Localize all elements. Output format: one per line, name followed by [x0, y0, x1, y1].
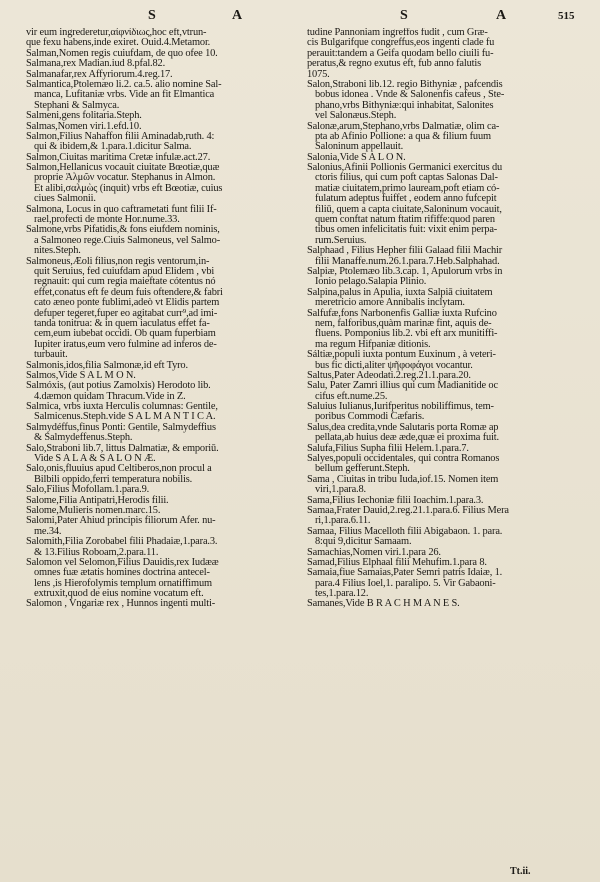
text-line: Salomi,Pater Ahiud principis filiorum Afer. nu-: [26, 515, 216, 527]
text-line: & 13.Filius Roboam,2.para.11.: [34, 546, 159, 558]
text-line: Salo,onis,fluuius apud Celtiberos,non procul a: [26, 463, 212, 475]
text-line: me.34.: [34, 525, 62, 537]
header-right-letter-s: S: [400, 8, 408, 23]
dictionary-entry: [26, 558, 302, 600]
text-line: Salonia,Vide S A L O N.: [307, 151, 406, 163]
text-line: Salmone,vrbs Pifatidis,& fons eiufdem nominis,: [26, 224, 220, 236]
text-line: extruxit,quod de eius nomine vocatum eft.: [34, 588, 204, 600]
text-line: Salmon,Ciuitas maritima Cretæ infulæ.act.27.: [26, 151, 211, 163]
text-line: 8:qui 9,dicitur Samaam.: [315, 536, 412, 548]
text-line: Salon,Straboni lib.12. regio Bithyniæ , pafcendis: [307, 78, 503, 90]
text-line: bellum gefferunt.Steph.: [315, 463, 410, 475]
text-line: Salonius,Afinii Pollionis Germanici exercitus du: [307, 162, 503, 174]
header-left-letter-a: A: [232, 8, 243, 23]
dictionary-entry: [26, 516, 302, 537]
text-line: Salmantica,Ptolemæo li.2. ca.5. alio nomine Sal-: [26, 78, 222, 90]
text-line: filii Manaffe.num.26.1.para.7.Heb.Salphahad.: [315, 255, 500, 267]
dictionary-entry: [26, 225, 302, 256]
text-line: que fexu habens,inde exiret. Ouid.4.Metamor.: [26, 37, 211, 49]
dictionary-entry: [26, 111, 302, 121]
text-line: perauit:tandem a Geifa quodam bello ciuili fu-: [307, 47, 494, 59]
text-line: Salome,Filia Antipatri,Herodis filii.: [26, 494, 169, 506]
text-line: cato æneo ponte fublimi,adeò vt Elidis partem: [34, 297, 220, 309]
text-line: Salo,Straboni lib.7, littus Dalmatiæ, & emporiū.: [26, 442, 219, 454]
text-line: tanda tonitrua: & in quem iaculatus effet fa-: [34, 317, 210, 329]
text-line: turbauit.: [34, 349, 68, 361]
text-line: rael,profecti de monte Hor.nume.33.: [34, 214, 180, 226]
text-line: Salmeni,gens folitaria.Steph.: [26, 110, 142, 122]
text-line: manca, Lufitaniæ vrbs. Vide an fit Elmantica: [34, 89, 215, 101]
dictionary-entry: [307, 28, 577, 80]
dictionary-entry: [307, 402, 577, 423]
dictionary-entry: [307, 599, 577, 609]
text-line: & Salmydeffenus.Steph.: [34, 432, 133, 444]
dictionary-entry: [26, 132, 302, 153]
dictionary-entry: [307, 267, 577, 288]
text-line: Salmas,Nomen viri.1.efd.10.: [26, 120, 142, 132]
dictionary-entry: [26, 257, 302, 361]
left-text-column: [26, 28, 302, 876]
text-line: viri,1.para.8.: [315, 484, 366, 496]
text-line: Samanes,Vide B R A C H M A N E S.: [307, 598, 460, 610]
dictionary-entry: [307, 506, 577, 527]
text-line: Salu, Pater Zamri illius qui cum Madianitide oc: [307, 380, 498, 392]
text-line: cifus eft.nume.25.: [315, 390, 388, 402]
text-line: fluens. Pomponius lib.2. vbi eft arx munitiffi-: [315, 328, 498, 340]
text-line: Sama , Ciuitas in tribu Iuda,iof.15. Nomen item: [307, 473, 499, 485]
text-line: Et alibi,σαλμὼς (inquit) vrbs eft Bœotiæ, cuius: [34, 182, 223, 194]
text-line: a Salmoneo rege.Ciuis Salmoneus, vel Salmo-: [34, 234, 221, 246]
text-line: bus fic dicti,aliter ψῆφοφάγοι vocantur.: [315, 359, 473, 371]
text-line: poribus Commodi Cæfaris.: [315, 411, 425, 423]
text-line: tibus omen infelicitatis fuit: vixit enim perpa-: [315, 224, 498, 236]
dictionary-entry: [26, 28, 302, 49]
dictionary-entry: [26, 381, 302, 402]
dictionary-entry: [26, 444, 302, 465]
text-line: Salman,Nomen regis cuiufdam, de quo ofee 10.: [26, 47, 218, 59]
text-line: Samachias,Nomen viri.1.para 26.: [307, 546, 441, 558]
text-line: nites.Steph.: [34, 245, 81, 257]
text-line: Salmanafar,rex Affyriorum.4.reg.17.: [26, 68, 173, 80]
text-line: Saloninum appellauit.: [315, 141, 404, 153]
text-line: phano,vrbs Bithyniæ:qui inhabitat, Salonites: [315, 99, 494, 111]
text-line: regnauit: qui cum regia maieftate cótentus nó: [34, 276, 216, 288]
text-line: matiæ ciuitatem,primo lauream,poft etiam có-: [315, 182, 500, 194]
text-line: Sama,Filius Iechoniæ filii Ioachim.1.para.3.: [307, 494, 484, 506]
text-line: Ionio pelago.Salapia Plinio.: [315, 276, 427, 288]
text-line: cem,eum iubebat occidi. Ob quam fuperbiam: [34, 328, 216, 340]
dictionary-entry: [307, 122, 577, 153]
text-line: Salonæ,arum,Stephano,vrbs Dalmatiæ, olim ca-: [307, 120, 500, 132]
text-line: 1075.: [307, 68, 330, 80]
dictionary-entry: [26, 80, 302, 111]
text-line: quit Seruius, fed cuiufdam apud Elidem , vbi: [34, 265, 215, 277]
text-line: para.4 Filius Ioel,1. paralipo. 5. Vir Gabaoni-: [315, 577, 496, 589]
text-line: Saluius Iulianus,Iurifperitus nobiliffimus, tem-: [307, 401, 494, 413]
text-line: qui & ibidem,& 1.para.1.dicitur Salma.: [34, 141, 192, 153]
catchword: Tt.ii.: [510, 866, 531, 877]
text-line: Salomon , Vngariæ rex , Hunnos ingenti multi-: [26, 598, 216, 610]
text-line: ciues Salmonii.: [34, 193, 96, 205]
text-line: Salyes,populi occidentales, qui contra Romanos: [307, 453, 500, 465]
text-line: meretricio amore Annibalis inclytam.: [315, 297, 465, 309]
dictionary-entry: [307, 527, 577, 548]
text-line: Salmana,rex Madian.iud 8.pfal.82.: [26, 58, 166, 70]
text-line: Salomith,Filia Zorobabel filii Phadaiæ,1.para.3.: [26, 536, 218, 548]
text-line: ctoris filius, qui cum poft captas Salonas Dal-: [315, 172, 498, 184]
text-line: Samaa, Filius Macelloth filii Abigabaon. 1. para.: [307, 525, 503, 537]
text-line: Salmóxis, (aut potius Zamolxis) Herodoto lib.: [26, 380, 211, 392]
text-line: Bilbili oppido,ferri temperatura nobilis.: [34, 473, 193, 485]
text-line: Salfufæ,fons Narbonenfis Galliæ iuxta Rufcino: [307, 307, 497, 319]
dictionary-entry: [26, 537, 302, 558]
text-line: Stephani & Salmyca.: [34, 99, 120, 111]
text-line: ma regum Hifpaniæ ditionis.: [315, 338, 431, 350]
text-line: Samaa,Frater Dauid,2.reg.21.1.para.6. Filius Mera: [307, 504, 509, 516]
text-line: Sáltiæ,populi iuxta pontum Euxinum , à veteri-: [307, 349, 496, 361]
dictionary-entry: [26, 599, 302, 609]
text-line: Salomon vel Selomon,Filius Dauidis,rex Iudææ: [26, 556, 219, 568]
text-line: Salpiæ, Ptolemæo lib.3.cap. 1, Apulorum vrbs in: [307, 265, 503, 277]
text-line: Salo,Filius Mofollam.1.para.9.: [26, 484, 150, 496]
text-line: omnes fuæ ætatis homines doctrina antecel-: [34, 567, 210, 579]
text-line: filiū, quem a capta ciuitate,Saloninum vocauit,: [315, 203, 502, 215]
dictionary-entry: [307, 423, 577, 444]
text-line: nem, falforibus,quàm marinæ fint, aquis de-: [315, 317, 492, 329]
dictionary-entry: [26, 59, 302, 69]
header-left-letter-s: S: [148, 8, 156, 23]
text-line: Salome,Mulieris nomen.marc.15.: [26, 504, 161, 516]
text-line: Salmonis,idos,filia Salmonæ,id eft Tyro.: [26, 359, 188, 371]
text-line: Salphaad , Filius Hepher filii Galaad filii Machir: [307, 245, 503, 257]
text-line: Salmon,Filius Nahaffon filii Aminadab,ruth. 4:: [26, 130, 215, 142]
text-line: Salus,dea credita,vnde Salutaris porta Romæ ap: [307, 421, 499, 433]
dictionary-entry: [307, 163, 577, 246]
text-line: Salmica, vrbs iuxta Herculis columnas: Gentile,: [26, 401, 218, 413]
text-line: Salpina,palus in Apulia, iuxta Salpiā ciuitatem: [307, 286, 493, 298]
text-line: effet,conatus eft fe deum fuis oftendere,& fabri: [34, 286, 223, 298]
text-line: lens ,is Hierofolymis templum ornatiffimum: [34, 577, 212, 589]
dictionary-entry: [307, 288, 577, 309]
text-line: vel Salonæus.Steph.: [315, 110, 397, 122]
dictionary-entry: [26, 205, 302, 226]
text-line: tudine Pannoniam ingreffos fudit , cum Græ-: [307, 28, 488, 38]
dictionary-entry: [307, 80, 577, 122]
text-line: vir eum ingrederetur,αἰφνίδιως,hoc eft,vtrun-: [26, 28, 207, 38]
right-text-column: [307, 28, 577, 876]
text-line: Salmoneus,Æoli filius,non regis ventorum,in-: [26, 255, 210, 267]
text-line: defuper tegeret,fuper eo agitabat curr⁹,ad imi-: [34, 307, 218, 319]
text-line: Samad,Filius Elphaal filii Mehufim.1.para 8.: [307, 556, 487, 568]
text-line: ri,1.para.6.11.: [315, 515, 371, 527]
text-line: rum.Seruius.: [315, 234, 367, 246]
header-right-letter-a: A: [496, 8, 507, 23]
text-line: quem conftat natum ftatim rififfe:quod paren: [315, 214, 495, 226]
text-line: Saltus,Pater Adeodati.2.reg.21.1.para.20.: [307, 369, 471, 381]
dictionary-entry: [307, 309, 577, 351]
text-line: 4.dæmon quidam Thracum.Vide in Z.: [34, 390, 186, 402]
dictionary-entry: [307, 350, 577, 371]
text-line: proprie Ἀλμῶν vocatur. Stephanus in Almon.: [34, 172, 216, 184]
text-line: Iupiter iratus,eum vero fulmine ad inferos de-: [34, 338, 217, 350]
dictionary-entry: [307, 381, 577, 402]
dictionary-entry: [307, 475, 577, 496]
text-line: bobus idonea . Vnde & Salonenfis cafeus , Ste-: [315, 89, 505, 101]
dictionary-entry: [26, 163, 302, 205]
text-line: fulatum adeptus fuiffet , eodem anno fufcepit: [315, 193, 497, 205]
text-line: cis Bulgarifque congreffus,eos ingenti clade fu: [307, 37, 495, 49]
page-number: 515: [558, 10, 575, 22]
dictionary-entry: [307, 568, 577, 599]
text-line: Salmydéffus,finus Ponti: Gentile, Salmydeffius: [26, 421, 216, 433]
text-line: Vide S A L A & S A L O N Æ.: [34, 453, 156, 465]
text-line: Salmona, Locus in quo caftrametati funt filii If-: [26, 203, 217, 215]
running-header: [0, 8, 600, 28]
text-line: peratus,& regno exutus eft, fub anno falutis: [307, 58, 482, 70]
text-line: Salmos,Vide S A L M O N.: [26, 369, 136, 381]
text-line: Salufa,Filius Supha filii Helem.1.para.7.: [307, 442, 469, 454]
text-line: pta ab Afinio Pollione: a qua & filium fuum: [315, 130, 491, 142]
dictionary-entry: [307, 246, 577, 267]
text-line: Salmicenus.Steph.vide S A L M A N T I C A.: [34, 411, 216, 423]
dictionary-entry: [26, 464, 302, 485]
text-line: pellata,ab huius deæ æde,quæ ei proxima fuit.: [315, 432, 499, 444]
text-line: tes,1.para.12.: [315, 588, 369, 600]
dictionary-entry: [307, 454, 577, 475]
text-line: Samaia,fiue Samaias,Pater Semri patris Idaiæ, 1.: [307, 567, 503, 579]
dictionary-entry: [26, 423, 302, 444]
text-line: Salmon,Hellanicus vocauit ciuitate Bœotiæ,quæ: [26, 162, 220, 174]
dictionary-entry: [26, 402, 302, 423]
